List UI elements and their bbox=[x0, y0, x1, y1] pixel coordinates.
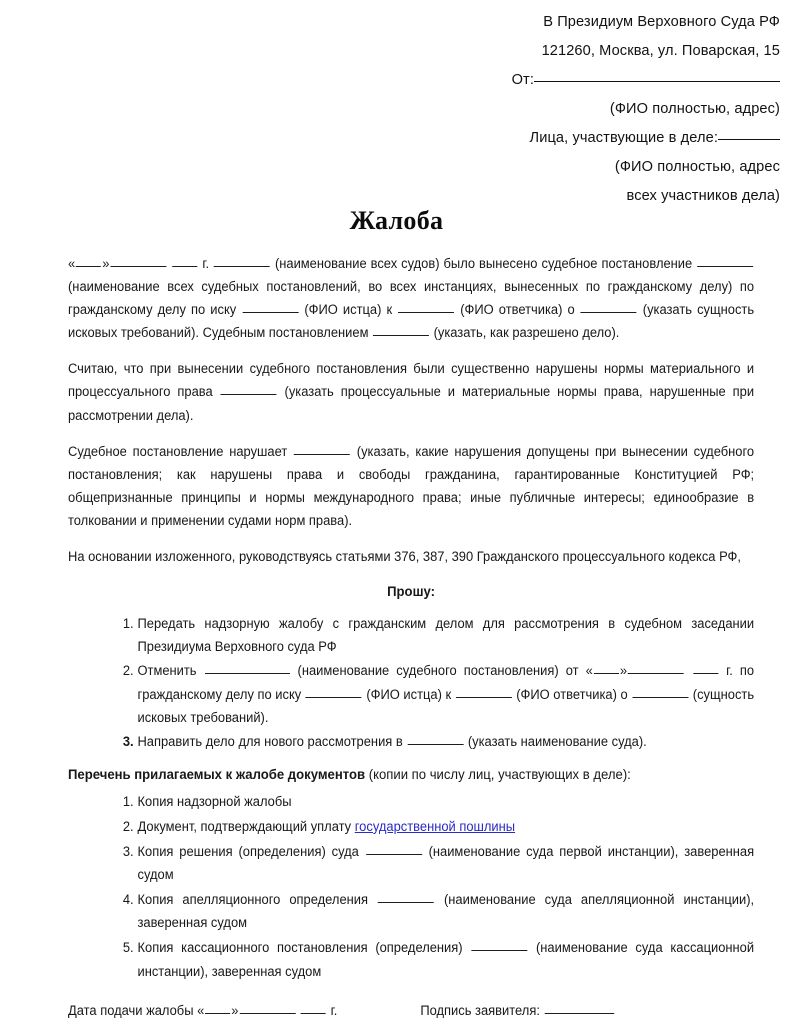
paragraph-1 bbox=[68, 252, 754, 344]
document-body bbox=[68, 252, 754, 1022]
addressee-court-text: В Президиум Верховного Суда РФ bbox=[543, 14, 780, 30]
document-3-court-blank[interactable] bbox=[366, 854, 422, 855]
documents-heading-bold: Перечень прилагаемых к жалобе документов bbox=[68, 766, 366, 782]
addressee-court-line bbox=[310, 8, 780, 37]
p1-month-blank[interactable] bbox=[110, 266, 166, 267]
document-1-text: Копия надзорной жалобы bbox=[137, 793, 292, 809]
document-5-court-blank[interactable] bbox=[471, 950, 527, 951]
request-2-text-6: (сущность исковых требований). bbox=[137, 686, 755, 725]
addressee-block bbox=[310, 8, 780, 211]
date-label-close: » bbox=[231, 1002, 239, 1018]
addressee-address-text: 121260, Москва, ул. Поварская, 15 bbox=[541, 43, 780, 59]
p1-court-blank[interactable] bbox=[214, 266, 270, 267]
request-item-2 bbox=[116, 659, 754, 728]
requests-list bbox=[68, 612, 754, 753]
p2-norms-blank[interactable] bbox=[221, 394, 277, 395]
document-5-text-1: Копия кассационного постановления (определения) bbox=[137, 940, 463, 956]
document-3-text-1: Копия решения (определения) суда bbox=[137, 844, 359, 860]
p3-violations-blank[interactable] bbox=[294, 454, 350, 455]
request-2-month-blank[interactable] bbox=[628, 673, 684, 674]
paragraph-4-legal-basis: На основании изложенного, руководствуясь статьями 376, 387, 390 Гражданского процессуального кодекса РФ, bbox=[68, 549, 741, 565]
request-2-text-2: (наименование судебного постановления) от « bbox=[297, 663, 593, 679]
request-2-text-4: (ФИО истца) к bbox=[366, 686, 452, 702]
from-caption: (ФИО полностью, адрес) bbox=[609, 101, 780, 117]
p1-subject-blank[interactable] bbox=[581, 312, 637, 313]
date-label-suffix: г. bbox=[330, 1002, 338, 1018]
document-4-text-1: Копия апелляционного определения bbox=[137, 892, 369, 908]
document-4-court-blank[interactable] bbox=[378, 902, 434, 903]
participants-caption-2: всех участников дела) bbox=[626, 188, 780, 204]
p1-text-4: (ФИО ответчика) о bbox=[460, 302, 575, 318]
p1-text-1: (наименование всех судов) было вынесено судебное постановление bbox=[274, 256, 693, 271]
paragraph-2 bbox=[68, 357, 754, 426]
request-2-subject-blank[interactable] bbox=[632, 697, 688, 698]
request-item-3 bbox=[116, 730, 754, 753]
request-1-text: Передать надзорную жалобу с гражданским делом для рассмотрения в судебном заседании Президиума Верховного суда РФ bbox=[137, 616, 755, 655]
page-title: Жалоба bbox=[349, 206, 444, 235]
signature-blank[interactable] bbox=[544, 1013, 613, 1014]
from-caption-line bbox=[310, 95, 780, 124]
signature-row bbox=[68, 999, 754, 1022]
p1-plaintiff-blank[interactable] bbox=[242, 312, 298, 313]
document-2-text: Документ, подтверждающий уплату bbox=[137, 818, 352, 834]
date-label-open: Дата подачи жалобы « bbox=[68, 1002, 205, 1018]
document-4-text-2: (наименование суда апелляционной инстанции), заверенная судом bbox=[137, 892, 755, 931]
document-5-text-2: (наименование суда кассационной инстанции), заверенная судом bbox=[137, 940, 755, 979]
document-item-1 bbox=[116, 790, 754, 813]
p1-quote-open: « bbox=[68, 256, 76, 271]
p2-text-1: Считаю, что при вынесении судебного постановления были существенно нарушены нормы материального и процессуального права bbox=[68, 361, 755, 400]
footer-day-blank[interactable] bbox=[205, 1013, 230, 1014]
participants-caption-line-1 bbox=[310, 153, 780, 182]
addressee-address-line bbox=[310, 37, 780, 66]
p1-day-blank[interactable] bbox=[76, 266, 101, 267]
p1-year-suffix: г. bbox=[202, 256, 210, 271]
p1-text-2: (наименование всех судебных постановлений, во всех инстанциях, вынесенных по гражданскому делу) по гражданскому делу по иску bbox=[68, 279, 755, 318]
request-heading: Прошу: bbox=[387, 584, 436, 600]
footer-year-blank[interactable] bbox=[301, 1013, 326, 1014]
p1-resolution-blank[interactable] bbox=[373, 335, 429, 336]
request-2-day-blank[interactable] bbox=[594, 673, 619, 674]
documents-list bbox=[68, 790, 754, 983]
request-2-year-blank[interactable] bbox=[693, 673, 718, 674]
request-2-plaintiff-blank[interactable] bbox=[306, 697, 362, 698]
request-2-quote-close: » bbox=[619, 663, 628, 679]
signature-label: Подпись заявителя: bbox=[420, 1002, 540, 1018]
participants-label: Лица, участвующие в деле: bbox=[529, 130, 718, 146]
request-2-defendant-blank[interactable] bbox=[456, 697, 512, 698]
participants-field-line bbox=[310, 124, 780, 153]
request-3-text-1: Направить дело для нового рассмотрения в bbox=[137, 733, 403, 749]
document-item-2 bbox=[116, 815, 754, 838]
documents-heading bbox=[68, 763, 754, 786]
request-item-1 bbox=[116, 612, 754, 658]
document-item-3 bbox=[116, 840, 754, 886]
participants-blank-rule[interactable] bbox=[718, 139, 780, 140]
p1-text-6: (указать, как разрешено дело). bbox=[433, 325, 620, 341]
footer-month-blank[interactable] bbox=[239, 1013, 295, 1014]
request-2-text-3: г. по гражданскому делу по иску bbox=[137, 663, 755, 702]
request-2-text-1: Отменить bbox=[137, 663, 197, 679]
participants-caption-1: (ФИО полностью, адрес bbox=[614, 159, 780, 175]
from-field-line bbox=[310, 66, 780, 95]
p1-quote-close: » bbox=[102, 256, 110, 271]
state-duty-link[interactable]: государственной пошлины bbox=[354, 818, 516, 834]
document-item-5 bbox=[116, 936, 754, 982]
paragraph-3 bbox=[68, 440, 754, 532]
p1-defendant-blank[interactable] bbox=[398, 312, 454, 313]
p3-text-1: Судебное постановление нарушает bbox=[68, 443, 288, 459]
request-2-ruling-blank[interactable] bbox=[205, 673, 290, 674]
p1-text-5: (указать сущность исковых требований). Судебным постановлением bbox=[68, 302, 755, 341]
document-item-4 bbox=[116, 888, 754, 934]
p1-year-blank[interactable] bbox=[172, 266, 197, 267]
request-3-text-2: (указать наименование суда). bbox=[467, 733, 647, 749]
document-3-text-2: (наименование суда первой инстанции), заверенная судом bbox=[137, 844, 755, 883]
documents-heading-rest: (копии по числу лиц, участвующих в деле): bbox=[368, 766, 631, 782]
request-2-text-5: (ФИО ответчика) о bbox=[516, 686, 628, 702]
p1-text-3: (ФИО истца) к bbox=[304, 302, 393, 318]
p2-text-2: (указать процессуальные и материальные нормы права, нарушенные при рассмотрении дела). bbox=[68, 384, 755, 423]
from-label: От: bbox=[511, 72, 534, 88]
from-blank-rule[interactable] bbox=[534, 81, 780, 82]
request-3-court-blank[interactable] bbox=[407, 744, 463, 745]
p3-text-2: (указать, какие нарушения допущены при вынесении судебного постановления; как нарушены права и свободы гражданина, гарантированные Конституцией РФ; общепризнанные принципы и нормы международного права; иные публичные интересы; единообразие в толковании и применении судами норм права). bbox=[68, 443, 755, 528]
p1-rulings-blank[interactable] bbox=[697, 266, 753, 267]
